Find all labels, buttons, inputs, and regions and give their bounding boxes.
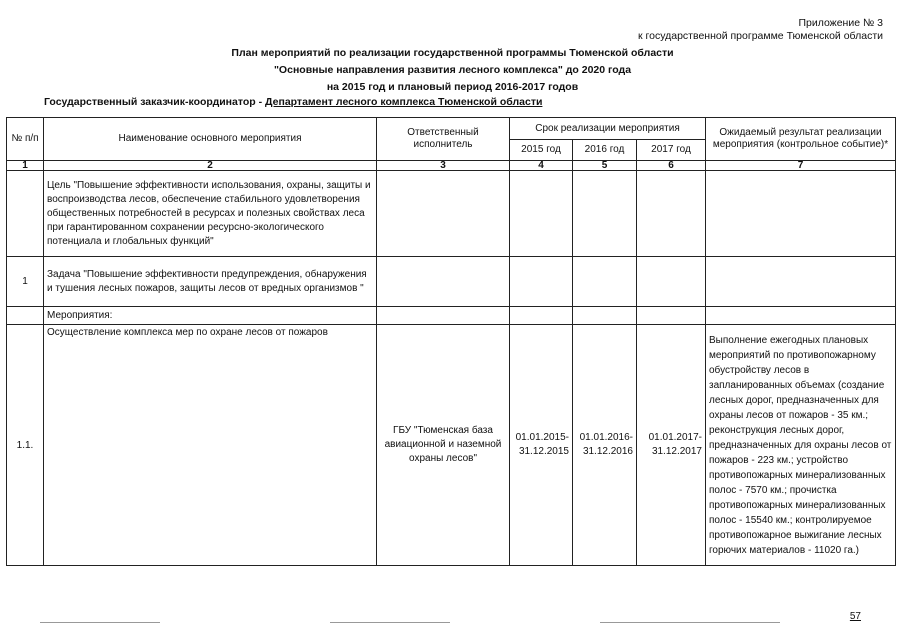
task-row: [7, 257, 896, 307]
document-title: [0, 45, 905, 96]
header-executor: Ответственный исполнитель: [377, 118, 510, 161]
header-num: № п/п: [7, 118, 44, 161]
appendix-note: [638, 17, 883, 43]
header-term: Срок реализации мероприятия: [510, 118, 706, 140]
header-result: Ожидаемый результат реализации мероприятия (контрольное событие)*: [706, 118, 896, 161]
col-number: 2: [44, 161, 377, 171]
scan-artifact: [40, 622, 160, 623]
header-name: Наименование основного мероприятия: [44, 118, 377, 161]
header-2016: 2016 год: [573, 140, 637, 161]
measures-label: Мероприятия:: [44, 307, 377, 325]
row-executor: ГБУ "Тюменская база авиационной и наземной охраны лесов": [377, 325, 510, 566]
col-number: 4: [510, 161, 573, 171]
page-number: 57: [849, 611, 861, 622]
col-number: 3: [377, 161, 510, 171]
state-customer: [44, 96, 542, 108]
task-number: 1: [7, 257, 44, 307]
scan-artifact: [330, 622, 450, 623]
title-line-3: на 2015 год и плановый период 2016-2017 годов: [326, 81, 579, 93]
col-number: 5: [573, 161, 637, 171]
customer-label: Государственный заказчик-координатор -: [44, 96, 266, 108]
header-2015: 2015 год: [510, 140, 573, 161]
task-text: Задача "Повышение эффективности предупреждения, обнаружения и тушения лесных пожаров, защиты лесов от вредных организмов ": [44, 257, 377, 307]
goal-row: [7, 171, 896, 257]
row-term-2016: 01.01.2016-31.12.2016: [573, 325, 637, 566]
measures-label-row: [7, 307, 896, 325]
measures-table: [6, 117, 896, 566]
row-name: Осуществление комплекса мер по охране лесов от пожаров: [44, 325, 377, 566]
title-line-1: План мероприятий по реализации государственной программы Тюменской области: [231, 47, 674, 59]
header-2017: 2017 год: [637, 140, 706, 161]
table-row: [7, 325, 896, 566]
appendix-line-2: к государственной программе Тюменской области: [638, 30, 883, 42]
row-number: 1.1.: [7, 325, 44, 566]
row-term-2017: 01.01.2017-31.12.2017: [637, 325, 706, 566]
column-numbers-row: [7, 161, 896, 171]
col-number: 1: [7, 161, 44, 171]
appendix-line-1: Приложение № 3: [798, 17, 883, 29]
col-number: 6: [637, 161, 706, 171]
col-number: 7: [706, 161, 896, 171]
row-term-2015: 01.01.2015-31.12.2015: [510, 325, 573, 566]
customer-name: Департамент лесного комплекса Тюменской области: [265, 96, 543, 108]
title-line-2: "Основные направления развития лесного комплекса" до 2020 года: [273, 64, 632, 76]
goal-text: Цель "Повышение эффективности использования, охраны, защиты и воспроизводства лесов, обеспечение стабильного удовлетворения общественных потребностей в ресурсах и полезных свойствах леса при гарантированном сохранении ресурсно-экологического потенциала и глобальных функций": [44, 171, 377, 257]
row-result: Выполнение ежегодных плановых мероприятий по противопожарному обустройству лесов в запланированных объемах (создание лесных дорог, предназначенных для охраны лесов от пожаров - 35 км.; реконструкция лесных дорог, предназначенных для охраны лесов от пожаров - 223 км.; устройство противопожарных минерализованных полос - 7570 км.; прочистка противопожарных минерализованных полос - 15540 км.; контролируемое противопожарное выжигание лесных горючих материалов - 11020 га.): [706, 325, 896, 566]
scan-artifact: [600, 622, 780, 623]
